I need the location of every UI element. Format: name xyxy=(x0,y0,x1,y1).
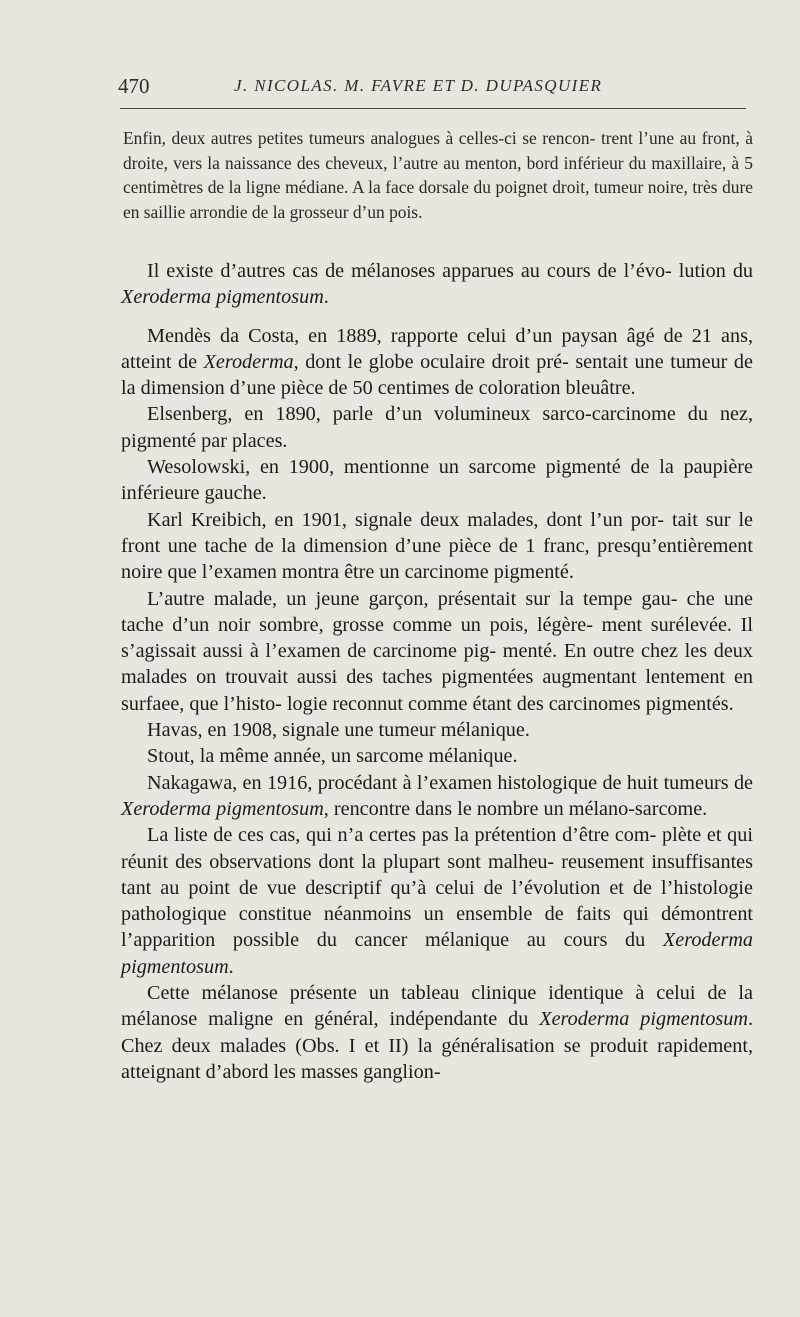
paragraph-melanose: Cette mélanose présente un tableau clinique identique à celui de la mélanose maligne en général, indépendante du Xeroderma pigmentosum. Chez deux malades (Obs. I et II) la généralisation se produit rapidement, atteignant d’abord les masses ganglion- xyxy=(121,982,754,1083)
paragraph-mendes-da-costa: Mendès da Costa, en 1889, rapporte celui d’un paysan âgé de 21 ans, atteint de Xeroderma, dont le globe oculaire droit pré- sentait une tumeur de la dimension d’une pièce de 50 centimes de coloration bleuâtre. xyxy=(121,324,753,400)
page-header xyxy=(118,74,748,104)
paragraph-second-patient: L’autre malade, un jeune garçon, présentait sur la tempe gau- che une tache d’un noir sombre, grosse comme un pois, légère- ment surélevée. Il s’agissait aussi à l’examen de carcinome pig- menté. En outre chez les deux malades on trouvait aussi des taches pigmentées augmentant lentement en surfaee, que l’histo- logie reconnut comme étant des carcinomes pigmentés. xyxy=(121,587,754,715)
text-line: en saillie arrondie de la grosseur d’un pois. xyxy=(123,201,423,222)
running-head: J. NICOLAS. M. FAVRE ET D. DUPASQUIER xyxy=(234,76,603,95)
page-number: 470 xyxy=(118,74,150,98)
header-rule xyxy=(120,108,746,109)
text-line: Enfin, deux autres petites tumeurs analogues à celles-ci se rencon- xyxy=(123,128,596,148)
text-line: au menton, bord inférieur du maxillaire, à 5 centimètres de la ligne xyxy=(123,152,753,197)
text-line: médiane. A la face dorsale du poignet droit, tumeur noire, très dure xyxy=(285,177,753,197)
paragraph-wesolowski: Wesolowski, en 1900, mentionne un sarcome pigmenté de la paupière inférieure gauche. xyxy=(121,456,753,505)
paragraph-havas: Havas, en 1908, signale une tumeur mélanique. xyxy=(147,719,530,742)
small-print-paragraph xyxy=(123,126,753,224)
body-text xyxy=(121,258,753,1085)
text-line: trent l’une au front, à droite, vers la naissance des cheveux, l’autre xyxy=(123,128,753,173)
paragraph-xeroderma-cases: Il existe d’autres cas de mélanoses apparues au cours de l’évo- lution du Xeroderma pigmentosum. xyxy=(121,260,754,309)
paragraph-stout: Stout, la même année, un sarcome mélanique. xyxy=(147,745,518,768)
paragraph-elsenberg: Elsenberg, en 1890, parle d’un volumineux sarco-carcinome du nez, pigmenté par places. xyxy=(121,403,754,452)
paragraph-case-list: La liste de ces cas, qui n’a certes pas la prétention d’être com- plète et qui réunit des observations dont la plupart sont malheu- reusement insuffisantes tant au point de vue descriptif qu’à celui de l’évolution et de l’histologie pathologique constitue néanmoins un ensemble de faits qui démontrent l’apparition possible du cancer mélanique au cours du Xeroderma pigmentosum. xyxy=(121,824,754,978)
paragraph-kreibich: Karl Kreibich, en 1901, signale deux malades, dont l’un por- tait sur le front une tache de la dimension d’une pièce de 1 franc, presqu’entièrement noire que l’examen montra être un carcinome pigmenté. xyxy=(121,508,754,584)
paragraph-nakagawa: Nakagawa, en 1916, procédant à l’examen histologique de huit tumeurs de Xeroderma pigmentosum, rencontre dans le nombre un mélano-sarcome. xyxy=(121,771,753,820)
paragraph-gap xyxy=(121,311,753,323)
